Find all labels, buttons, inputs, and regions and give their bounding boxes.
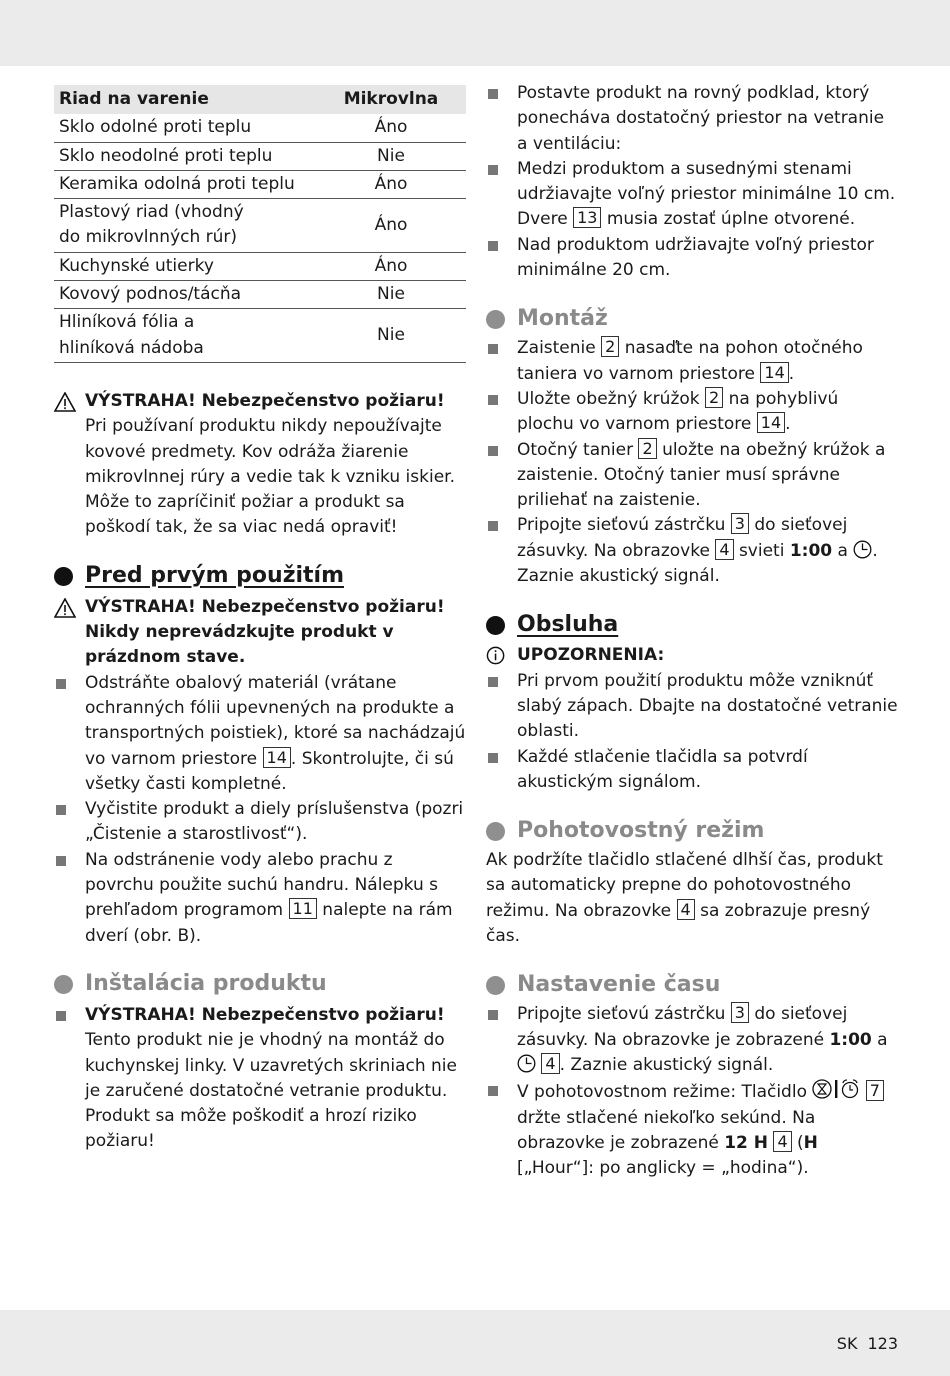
footer-band — [0, 1310, 950, 1376]
ref-box: 4 — [773, 1131, 791, 1152]
bullet-dot-icon — [486, 822, 505, 841]
list-item: Pri prvom použití produktu môže vzniknúť slabý zápach. Dbajte na dostatočné vetranie oblasti. — [486, 669, 898, 745]
warning-triangle-icon — [54, 598, 76, 618]
ref-box: 2 — [705, 387, 723, 408]
bullet-dot-icon — [54, 567, 73, 586]
table-header-cookware: Riad na varenie — [54, 85, 316, 114]
info-icon — [486, 645, 507, 666]
timer-alarm-button-icon — [812, 1078, 860, 1100]
table-cell: Sklo odolné proti teplu — [54, 114, 316, 142]
language-code: SK — [836, 1334, 858, 1353]
warning-text: Nikdy neprevádzkujte produkt v prázdnom stave. — [85, 622, 394, 668]
bullet-dot-icon — [486, 616, 505, 635]
list-item: Otočný tanier 2 uložte na obežný krúžok a zaistenie. Otočný tanier musí správne priliehať na zaistenie. — [486, 438, 898, 514]
list-item: Pripojte sieťovú zástrčku 3 do sieťovej zásuvky. Na obrazovke je zobrazené 1:00 a 4 . Zaznie akustický signál. — [486, 1002, 898, 1078]
list-item: Odstráňte obalový materiál (vrátane ochranných fólii upevnených na produkte a transportných poistiek), ktoré sa nachádzajú vo varnom priestore 14 . Skontrolujte, či sú všetky časti kompletné. — [54, 671, 466, 797]
table-cell: Nie — [316, 309, 466, 363]
table-row — [54, 309, 466, 363]
section-heading-first-use: Pred prvým použitím — [54, 559, 466, 593]
ref-box: 2 — [601, 336, 619, 357]
table-row — [54, 142, 466, 170]
left-column — [54, 80, 466, 1155]
ref-box: 4 — [677, 899, 695, 920]
cookware-table — [54, 85, 466, 363]
table-cell: Nie — [316, 142, 466, 170]
bullet-dot-icon — [486, 310, 505, 329]
list-item: Na odstránenie vody alebo prachu z povrchu použite suchú handru. Nálepku s prehľadom programom 11 nalepte na rám dverí (obr. B). — [54, 848, 466, 949]
list-item: VÝSTRAHA! Nebezpečenstvo požiaru! Tento produkt nie je vhodný na montáž do kuchynskej linky. V uzavretých skriniach nie je zaručené dostatočné vetranie produktu. Produkt sa môže poškodiť a hrozí riziko požiaru! — [54, 1003, 466, 1155]
right-column — [486, 80, 898, 1181]
ref-box: 4 — [541, 1053, 559, 1074]
ref-box: 11 — [289, 898, 317, 919]
table-row — [54, 281, 466, 309]
table-cell: Sklo neodolné proti teplu — [54, 142, 316, 170]
ref-box: 14 — [263, 747, 291, 768]
standby-text: Ak podržíte tlačidlo stlačené dlhší čas, produkt sa automaticky prepne do pohotovostného režimu. Na obrazovke 4 sa zobrazuje presný čas. — [486, 850, 883, 947]
time-setting-list — [486, 1002, 898, 1181]
section-heading-standby: Pohotovostný režim — [486, 814, 898, 848]
section-heading-installation: Inštalácia produktu — [54, 967, 466, 1001]
ref-box: 4 — [715, 539, 733, 560]
list-item: Zaistenie 2 nasaďte na pohon otočného taniera vo varnom priestore 14 . — [486, 336, 898, 387]
warning-title: VÝSTRAHA! Nebezpečenstvo požiaru! — [85, 596, 445, 617]
list-item: Uložte obežný krúžok 2 na pohyblivú plochu vo varnom priestore 14 . — [486, 387, 898, 438]
list-item: V pohotovostnom režime: Tlačidlo 7 držte stlačené niekoľko sekúnd. Na obrazovke je zobrazené 12 H 4 (H [„Hour“]: po anglicky = „hodina“). — [486, 1078, 898, 1181]
fire-warning-block — [54, 389, 466, 541]
page-number: 123 — [867, 1334, 898, 1353]
ref-box: 14 — [757, 412, 785, 433]
table-row — [54, 199, 466, 253]
list-item: Vyčistite produkt a diely príslušenstva (pozri „Čistenie a starostlivosť“). — [54, 797, 466, 848]
first-use-warning — [54, 595, 466, 671]
list-item: Každé stlačenie tlačidla sa potvrdí akustickým signálom. — [486, 745, 898, 796]
ref-box: 3 — [731, 1002, 749, 1023]
table-header-row — [54, 85, 466, 114]
table-row — [54, 114, 466, 142]
header-band — [0, 0, 950, 66]
section-heading-time-setting: Nastavenie času — [486, 968, 898, 1002]
table-cell: Kuchynské utierky — [54, 252, 316, 280]
ref-box: 3 — [731, 513, 749, 534]
section-heading-operation: Obsluha — [486, 608, 898, 642]
assembly-list — [486, 336, 898, 589]
table-cell: Kovový podnos/tácňa — [54, 281, 316, 309]
warning-triangle-icon — [54, 392, 76, 412]
ref-box: 2 — [638, 438, 656, 459]
table-cell: Hliníková fólia a hliníková nádoba — [54, 309, 316, 363]
table-cell: Áno — [316, 114, 466, 142]
page-footer — [837, 1334, 898, 1353]
warning-title: VÝSTRAHA! Nebezpečenstvo požiaru! — [85, 390, 445, 411]
table-cell: Nie — [316, 281, 466, 309]
bullet-dot-icon — [54, 975, 73, 994]
table-cell: Plastový riad (vhodný do mikrovlnných rúr) — [54, 199, 316, 253]
table-row — [54, 252, 466, 280]
installation-warning-list — [54, 1003, 466, 1155]
list-item: Postavte produkt na rovný podklad, ktorý ponecháva dostatočný priestor na vetranie a ventiláciu: — [486, 81, 898, 157]
first-use-list — [54, 671, 466, 949]
operation-note — [486, 643, 898, 668]
table-header-microwave: Mikrovlna — [316, 85, 466, 114]
warning-text: Pri používaní produktu nikdy nepoužívajte kovové predmety. Kov odráža žiarenie mikrovlnnej rúry a vedie tak k vzniku iskier. Môže to zapríčiniť požiar a produkt sa poškodí tak, že sa viac nedá opraviť! — [85, 416, 455, 538]
clock-icon — [853, 540, 872, 559]
list-item: Pripojte sieťovú zástrčku 3 do sieťovej zásuvky. Na obrazovke 4 svieti 1:00 a . Zaznie akustický signál. — [486, 513, 898, 589]
table-cell: Keramika odolná proti teplu — [54, 170, 316, 198]
ref-box: 14 — [760, 362, 788, 383]
bullet-dot-icon — [486, 976, 505, 995]
table-cell: Áno — [316, 199, 466, 253]
ref-box: 13 — [573, 207, 601, 228]
ref-box: 7 — [866, 1080, 884, 1101]
clock-icon — [517, 1054, 536, 1073]
installation-list — [486, 81, 898, 283]
section-heading-assembly: Montáž — [486, 302, 898, 336]
table-cell: Áno — [316, 170, 466, 198]
list-item: Nad produktom udržiavajte voľný priestor minimálne 20 cm. — [486, 233, 898, 284]
note-title: UPOZORNENIA: — [517, 645, 665, 666]
table-row — [54, 170, 466, 198]
table-cell: Áno — [316, 252, 466, 280]
operation-list — [486, 669, 898, 795]
list-item: Medzi produktom a susednými stenami udržiavajte voľný priestor minimálne 10 cm. Dvere 13 musia zostať úplne otvorené. — [486, 157, 898, 233]
